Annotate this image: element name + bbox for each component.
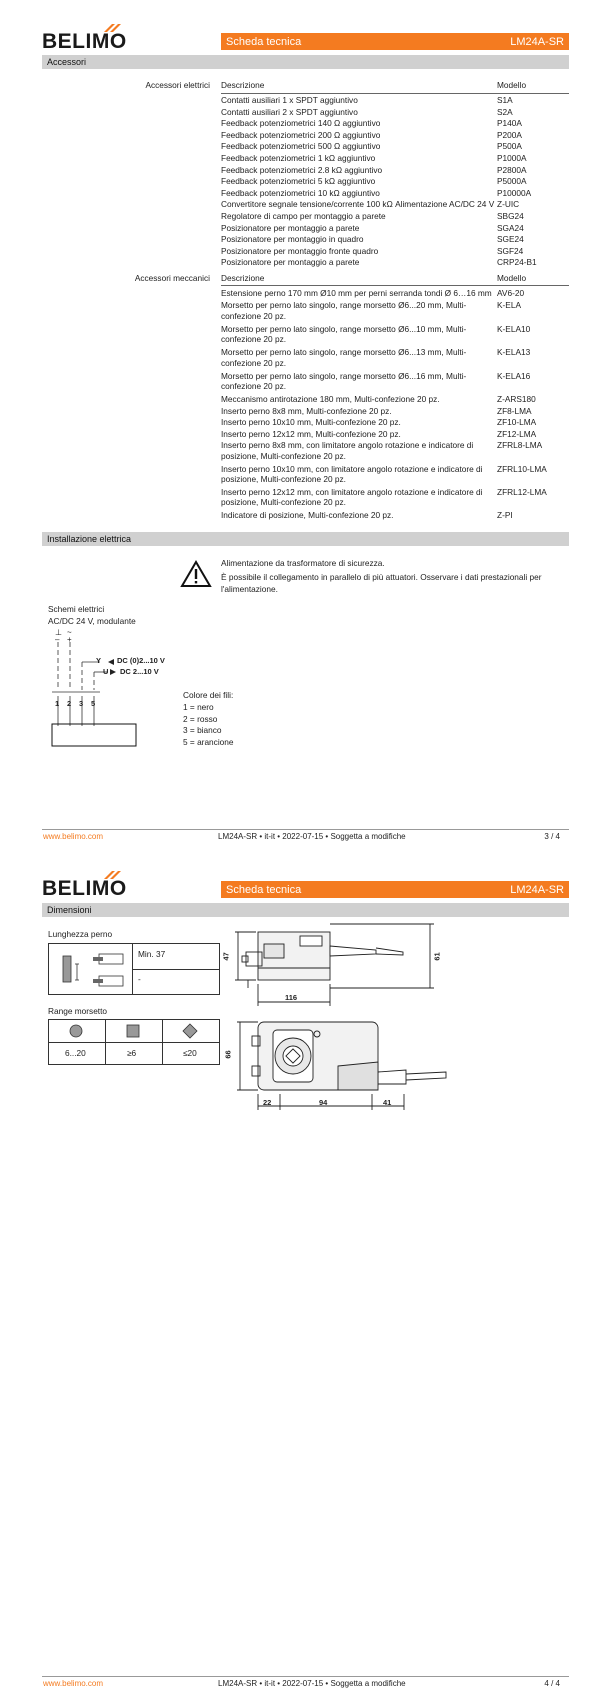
row-desc: Morsetto per perno lato singolo, range morsetto Ø6...10 mm, Multi-confezione 20 pz.: [221, 323, 467, 344]
row-desc: Posizionatore per montaggio a parete: [221, 257, 360, 268]
section-accessori: [42, 55, 569, 69]
doc-type: Scheda tecnica: [226, 884, 302, 896]
row-model: ZFRL10-LMA: [497, 463, 547, 474]
range-round: 6...20: [65, 1048, 86, 1058]
row-model: P2800A: [497, 164, 527, 175]
row-model: Z-PI: [497, 510, 513, 520]
belimo-logo: [42, 28, 127, 54]
row-model: P140A: [497, 118, 522, 129]
row-desc: Feedback potenziometrici 140 Ω aggiuntivo: [221, 118, 381, 129]
category-label: Accessori meccanici: [134, 273, 210, 283]
row-desc: Morsetto per perno lato singolo, range morsetto Ø6...20 mm, Multi-confezione 20 pz.: [221, 300, 467, 321]
lunghezza-image: [49, 944, 133, 994]
colore-2: 2 = rosso: [183, 713, 218, 724]
row-desc: Convertitore segnale tensione/corrente 100 kΩ Alimentazione AC/DC 24 V: [221, 199, 495, 210]
supply-ac-symbol: ~: [67, 628, 72, 637]
warning-title: Alimentazione da trasformatore di sicurezza.: [221, 558, 385, 568]
row-model: ZF12-LMA: [497, 428, 537, 439]
footer-divider: [42, 829, 569, 830]
section-installazione: [42, 532, 569, 546]
row-desc: Contatti ausiliari 1 x SPDT aggiuntivo: [221, 95, 358, 105]
dim-height-right: 61: [432, 952, 442, 961]
row-model: P5000A: [497, 176, 527, 187]
row-model: ZF8-LMA: [497, 405, 532, 416]
row-desc: Morsetto per perno lato singolo, range morsetto Ø6...16 mm, Multi-confezione 20 pz.: [221, 370, 467, 391]
logo-text: BELIMO: [42, 877, 127, 900]
col-model: Modello: [497, 80, 527, 90]
divider: [221, 93, 569, 94]
row-model: S2A: [497, 106, 513, 117]
row-model: Z-UIC: [497, 199, 520, 210]
row-model: K-ELA13: [497, 347, 531, 357]
u-label: U: [103, 667, 109, 676]
row-model: SGE24: [497, 234, 524, 245]
wiring-lines: [48, 628, 188, 748]
row-desc: Contatti ausiliari 2 x SPDT aggiuntivo: [221, 106, 358, 117]
square-shaft-icon: [124, 1023, 142, 1039]
terminal-3: 3: [79, 699, 84, 708]
row-desc: Feedback potenziometrici 10 kΩ aggiuntivo: [221, 187, 380, 198]
y-label: Y: [96, 656, 102, 665]
section-dimensioni: [42, 903, 569, 917]
actuator-side-view: [228, 922, 478, 1012]
dim-width: 116: [285, 993, 298, 1002]
shaft-length-icon: [55, 948, 127, 990]
supply-gnd-symbol: ⊥: [55, 628, 62, 637]
lunghezza-dash: -: [138, 974, 141, 984]
colori-title: Colore dei fili:: [183, 690, 234, 700]
row-model: Z-ARS180: [497, 394, 536, 404]
row-model: P1000A: [497, 153, 527, 163]
range-table: [48, 1019, 220, 1065]
schemi-subtitle: AC/DC 24 V, modulante: [48, 616, 136, 626]
schemi-title: Schemi elettrici: [48, 604, 105, 614]
supply-minus: –: [55, 635, 60, 644]
lunghezza-table: [48, 943, 220, 995]
page-number: 4 / 4: [544, 1679, 560, 1688]
header-bar: [221, 33, 569, 50]
warning-icon: [180, 560, 212, 588]
row-desc: Inserto perno 10x10 mm, con limitatore angolo rotazione e indicatore di posizione, Multi-confezione 20 pz.: [221, 463, 483, 485]
footer-info: LM24A-SR • it-it • 2022-07-15 • Soggetta a modifiche: [218, 1679, 406, 1688]
dim-height-left: 47: [221, 952, 231, 961]
dimension-drawing-side: [221, 922, 478, 1012]
colore-3: 3 = bianco: [183, 725, 222, 735]
wiring-diagram: [48, 628, 188, 748]
footer-url[interactable]: www.belimo.com: [43, 1679, 104, 1688]
row-desc: Inserto perno 8x8 mm, con limitatore angolo rotazione e indicatore di posizione, Multi-confezione 20 pz.: [221, 440, 474, 461]
colore-5: 5 = arancione: [183, 736, 234, 747]
row-model: SGF24: [497, 245, 524, 256]
row-desc: Inserto perno 10x10 mm, Multi-confezione 20 pz.: [221, 417, 401, 428]
warning-text: È possibile il collegamento in parallelo di più attuatori. Osservare i dati prestazionali per l'alimentazione.: [221, 572, 542, 594]
footer-url[interactable]: www.belimo.com: [43, 832, 104, 841]
diamond-shaft-icon: [181, 1023, 199, 1039]
supply-plus: +: [67, 635, 72, 644]
lunghezza-min: Min. 37: [138, 949, 166, 959]
dimension-drawing-top: [223, 1014, 478, 1114]
dim-height: 66: [223, 1050, 233, 1059]
lunghezza-title: Lunghezza perno: [48, 929, 113, 939]
dim-c: 41: [383, 1098, 392, 1107]
row-model: ZFRL12-LMA: [497, 486, 547, 497]
row-model: K-ELA10: [497, 323, 531, 334]
row-desc: Morsetto per perno lato singolo, range morsetto Ø6...13 mm, Multi-confezione 20 pz.: [221, 347, 467, 368]
page-number: 3 / 4: [544, 832, 560, 841]
row-desc: Inserto perno 8x8 mm, Multi-confezione 20 pz.: [221, 405, 392, 416]
product-code: LM24A-SR: [510, 36, 564, 48]
footer-info: LM24A-SR • it-it • 2022-07-15 • Soggetta a modifiche: [218, 832, 406, 841]
row-model: AV6-20: [497, 288, 525, 298]
row-model: K-ELA: [497, 300, 521, 310]
row-desc: Indicatore di posizione, Multi-confezione 20 pz.: [221, 510, 394, 520]
dim-a: 22: [263, 1098, 272, 1107]
section-title: Dimensioni: [47, 905, 92, 915]
row-desc: Feedback potenziometrici 1 kΩ aggiuntivo: [221, 153, 376, 163]
round-shaft-icon: [67, 1023, 85, 1039]
row-model: SBG24: [497, 211, 524, 221]
range-row-divider: [49, 1042, 219, 1043]
lunghezza-divider: [132, 969, 219, 970]
row-desc: Posizionatore per montaggio a parete: [221, 222, 360, 233]
row-desc: Regolatore di campo per montaggio a parete: [221, 211, 386, 221]
row-desc: Feedback potenziometrici 200 Ω aggiuntivo: [221, 129, 381, 140]
col-model: Modello: [497, 273, 527, 283]
divider: [221, 285, 569, 286]
col-desc: Descrizione: [221, 80, 265, 90]
footer-divider: [42, 1676, 569, 1677]
header-bar: [221, 881, 569, 898]
doc-type: Scheda tecnica: [226, 36, 302, 48]
row-model: K-ELA16: [497, 370, 531, 381]
row-desc: Estensione perno 170 mm Ø10 mm per perni serranda tondi Ø 6…16 mm: [221, 288, 492, 298]
row-desc: Inserto perno 12x12 mm, con limitatore angolo rotazione e indicatore di posizione, Multi-confezione 20 pz.: [221, 486, 483, 508]
logo-text: BELIMO: [42, 30, 127, 53]
row-desc: Meccanismo antirotazione 180 mm, Multi-confezione 20 pz.: [221, 394, 440, 404]
colore-1: 1 = nero: [183, 702, 214, 712]
terminal-2: 2: [67, 699, 72, 708]
row-model: SGA24: [497, 222, 524, 233]
row-model: P10000A: [497, 187, 532, 198]
row-desc: Feedback potenziometrici 2.8 kΩ aggiuntivo: [221, 164, 383, 175]
y-signal: DC (0)2...10 V: [117, 656, 165, 665]
row-desc: Inserto perno 12x12 mm, Multi-confezione 20 pz.: [221, 428, 401, 439]
row-model: CRP24-B1: [497, 257, 537, 268]
terminal-5: 5: [91, 699, 96, 708]
row-model: ZF10-LMA: [497, 417, 537, 428]
belimo-logo: [42, 875, 127, 901]
category-label: Accessori elettrici: [145, 80, 210, 90]
row-desc: Posizionatore per montaggio fronte quadro: [221, 245, 379, 256]
section-title: Installazione elettrica: [47, 534, 132, 544]
u-signal: DC 2...10 V: [120, 667, 159, 676]
range-title: Range morsetto: [48, 1006, 108, 1016]
row-desc: Feedback potenziometrici 500 Ω aggiuntivo: [221, 141, 381, 152]
range-square: ≥6: [127, 1048, 137, 1058]
row-model: P200A: [497, 129, 522, 140]
row-model: P500A: [497, 141, 522, 152]
row-model: ZFRL8-LMA: [497, 440, 543, 451]
section-title: Accessori: [47, 57, 87, 67]
product-code: LM24A-SR: [510, 884, 564, 896]
range-diamond: ≤20: [183, 1048, 197, 1058]
row-desc: Posizionatore per montaggio in quadro: [221, 234, 364, 245]
row-desc: Feedback potenziometrici 5 kΩ aggiuntivo: [221, 176, 376, 187]
terminal-1: 1: [55, 699, 60, 708]
col-desc: Descrizione: [221, 273, 265, 283]
row-model: S1A: [497, 95, 513, 105]
dim-b: 94: [319, 1098, 328, 1107]
